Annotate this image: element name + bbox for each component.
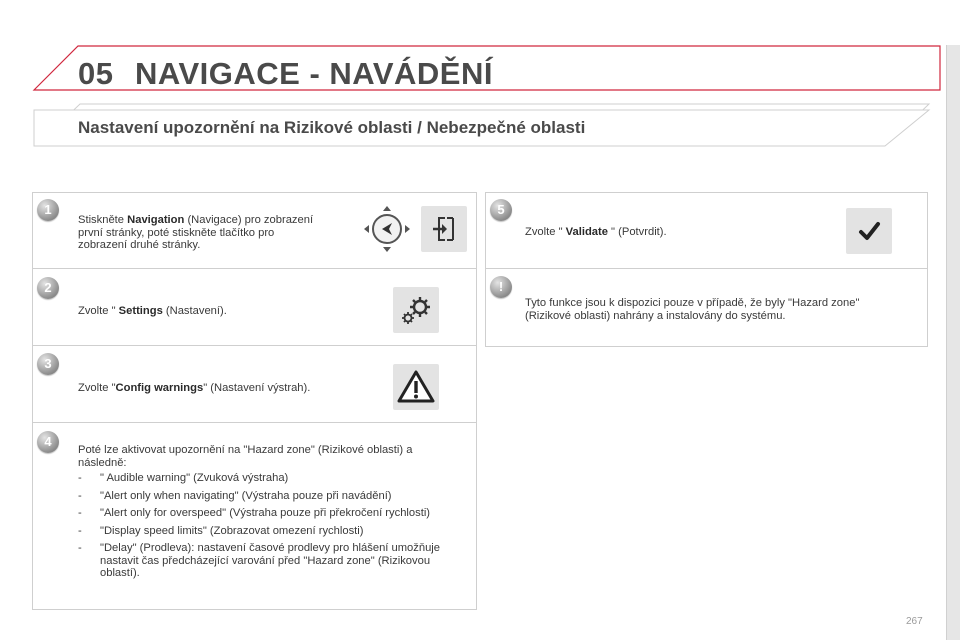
chapter-title: NAVIGACE - NAVÁDĚNÍ bbox=[135, 56, 493, 91]
step-1-keyword: Navigation bbox=[127, 214, 185, 226]
chapter-number: 05 bbox=[78, 56, 114, 91]
list-item: - "Alert only for overspeed" (Výstraha pouze při překročení rychlosti) bbox=[78, 507, 431, 519]
navigation-joystick-icon[interactable] bbox=[362, 204, 412, 254]
list-item: - "Display speed limits" (Zobrazovat omezení rychlosti) bbox=[78, 524, 364, 537]
divider bbox=[32, 345, 477, 346]
step-3-text: Zvolte "Config warnings" (Nastavení výstrah). bbox=[78, 382, 311, 394]
list-item: - "Delay" (Prodleva): nastavení časové prodlevy pro hlášení umožňuje nastavit čas předcházející varování před "Hazard zone" (Rizikovou oblastí). bbox=[78, 542, 441, 579]
header-decoration bbox=[0, 0, 960, 110]
step-5-text: Zvolte " Validate " (Potvrdit). bbox=[525, 226, 667, 238]
step-3-badge: 3 bbox=[37, 353, 59, 375]
section-title: Nastavení upozornění na Rizikové oblasti / Nebezpečné oblasti bbox=[78, 118, 586, 137]
step-1-text: Stiskněte Navigation (Navigace) pro zobrazení první stránky, poté stiskněte tlačítko pro zobrazení druhé stránky. bbox=[78, 214, 314, 251]
step-3-keyword: Config warnings bbox=[115, 382, 204, 394]
divider bbox=[485, 268, 928, 269]
step-1-badge: 1 bbox=[37, 199, 59, 221]
step-2-text: Zvolte " Settings (Nastavení). bbox=[78, 305, 227, 317]
step-5-keyword: Validate bbox=[565, 226, 608, 238]
step-4-badge: 4 bbox=[37, 431, 59, 453]
divider bbox=[32, 422, 477, 423]
next-page-icon[interactable] bbox=[421, 206, 467, 252]
step-2-badge: 2 bbox=[37, 277, 59, 299]
settings-gears-icon[interactable] bbox=[393, 287, 439, 333]
step-4-options-list bbox=[78, 472, 468, 585]
step-5-badge: 5 bbox=[490, 199, 512, 221]
note-text: Tyto funkce jsou k dispozici pouze v případě, že byly "Hazard zone" (Rizikové oblasti) nahrány a instalovány do systému. bbox=[525, 297, 860, 322]
list-item: - " Audible warning" (Zvuková výstraha) bbox=[78, 472, 289, 484]
warning-triangle-icon[interactable] bbox=[393, 364, 439, 410]
note-badge: ! bbox=[490, 276, 512, 298]
side-strip bbox=[946, 45, 960, 640]
page-number: 267 bbox=[906, 616, 923, 627]
checkmark-icon[interactable] bbox=[846, 208, 892, 254]
step-4-intro: Poté lze aktivovat upozornění na "Hazard zone" (Rizikové oblasti) a následně: bbox=[78, 444, 413, 469]
list-item: - "Alert only when navigating" (Výstraha pouze při navádění) bbox=[78, 489, 392, 502]
step-2-keyword: Settings bbox=[118, 305, 163, 317]
divider bbox=[32, 268, 477, 269]
